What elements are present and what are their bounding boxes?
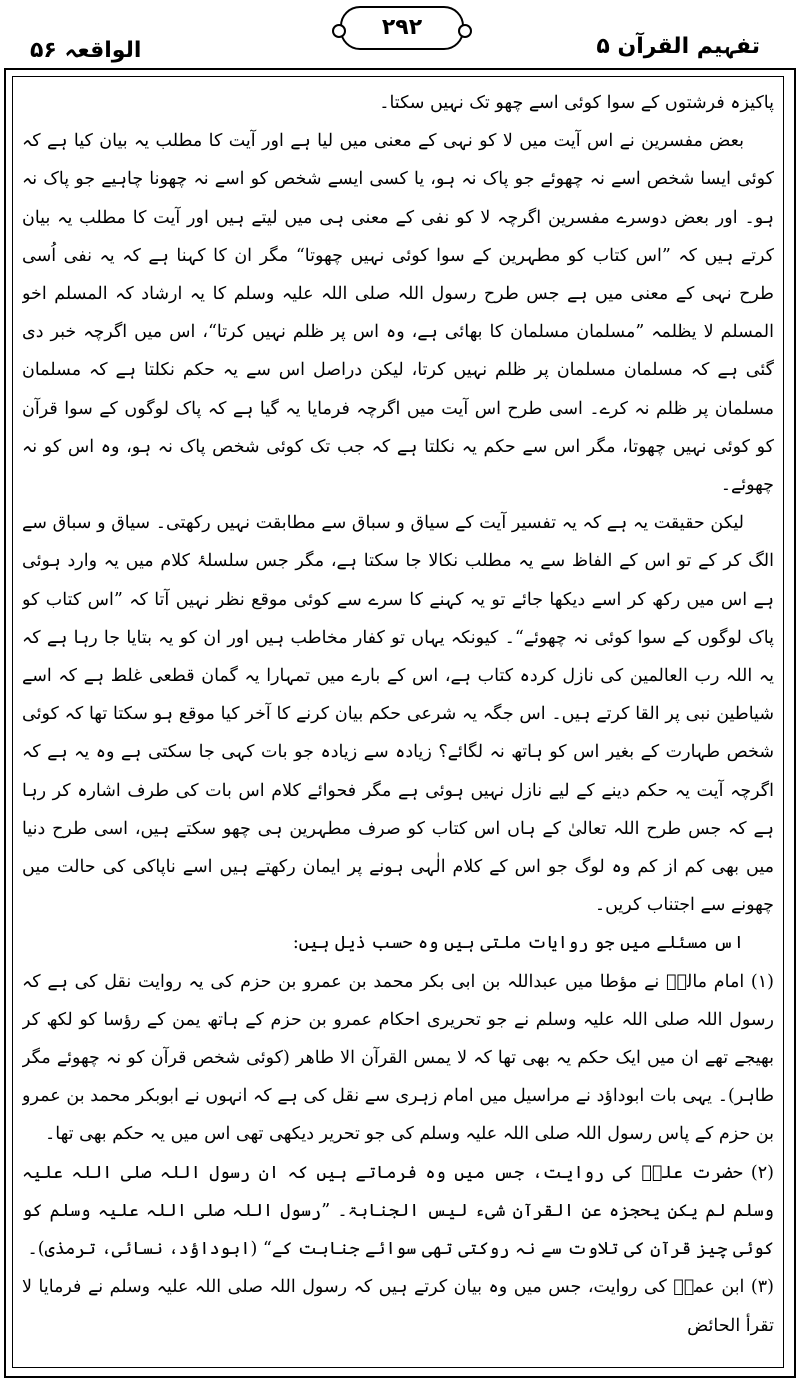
page-header — [0, 0, 800, 68]
paragraph-4: اس مسئلے میں جو روایات ملتی ہیں وہ حسب ذیل ہیں: — [292, 933, 744, 954]
page-number: ۲۹۲ — [340, 6, 464, 50]
paragraph-1: پاکیزہ فرشتوں کے سوا کوئی اسے چھو تک نہیں سکتا۔ — [379, 93, 774, 113]
book-title: تفہیم القرآن ۵ — [596, 34, 760, 59]
narration-3: (۳) ابن عمرؓ کی روایت، جس میں وہ بیان کرتے ہیں کہ رسول اللہ صلی اللہ علیہ وسلم نے فرمایا لا تقرأ الحائض — [22, 1277, 774, 1336]
narration-2: (۲) حضرت علیؓ کی روایت، جس میں وہ فرماتے ہیں کہ ان رسول اللہ صلی اللہ علیہ وسلم لم یکن یحجزہ عن القرآن شیء لیس الجنابۃ۔ ”رسول اللہ صلی اللہ علیہ وسلم کو کوئی چیز قرآن کی تلاوت سے نہ روکتی تھی سوائے جنابت کے“ (ابوداؤد، نسائی، ترمذی)۔ — [22, 1162, 774, 1260]
surah-title: الواقعہ ۵۶ — [30, 38, 142, 63]
page-body — [22, 84, 774, 1360]
paragraph-3: لیکن حقیقت یہ ہے کہ یہ تفسیر آیت کے سیاق و سباق سے مطابقت نہیں رکھتی۔ سیاق و سباق سے الگ کر کے تو اس کے الفاظ سے یہ مطلب نکالا جا سکتا ہے، مگر جس سلسلۂ کلام میں یہ وارد ہوئی ہے اس میں رکھ کر اسے دیکھا جائے تو یہ کہنے کا سرے سے کوئی موقع نظر نہیں آتا کہ ”اس کتاب کو پاک لوگوں کے سوا کوئی نہ چھوئے“۔ کیونکہ یہاں تو کفار مخاطب ہیں اور ان کو یہ بتایا جا رہا ہے کہ یہ اللہ رب العالمین کی نازل کردہ کتاب ہے، اس کے بارے میں تمہارا یہ گمان قطعی غلط ہے کہ اسے شیاطین نبی پر القا کرتے ہیں۔ اس جگہ یہ شرعی حکم بیان کرنے کا آخر کیا موقع ہو سکتا تھا کہ کوئی شخص طہارت کے بغیر اس کو ہاتھ نہ لگائے؟ زیادہ سے زیادہ جو بات کہی جا سکتی ہے وہ یہ ہے کہ اگرچہ آیت یہ حکم دینے کے لیے نازل نہیں ہوئی ہے مگر فحوائے کلام اس بات کی طرف اشارہ کر رہا ہے کہ جس طرح اللہ تعالیٰ کے ہاں اس کتاب کو صرف مطہرین ہی چھو سکتے ہیں، اسی طرح دنیا میں بھی کم از کم وہ لوگ جو اس کے کلام الٰہی ہونے پر ایمان رکھتے ہیں اسے ناپاکی کی حالت میں چھونے سے اجتناب کریں۔ — [22, 513, 774, 916]
paragraph-2: بعض مفسرین نے اس آیت میں لا کو نہی کے معنی میں لیا ہے اور آیت کا مطلب یہ بیان کیا ہے کہ کوئی ایسا شخص اسے نہ چھوئے جو پاک نہ ہو، یا کسی ایسے شخص کو اسے نہ چھونا چاہیے جو پاک نہ ہو۔ اور بعض دوسرے مفسرین اگرچہ لا کو نفی کے معنی ہی میں لیتے ہیں اور آیت کا مطلب یہ بیان کرتے ہیں کہ ”اس کتاب کو مطہرین کے سوا کوئی نہیں چھوتا“ مگر ان کا کہنا ہے کہ یہ نفی اُسی طرح نہی کے معنی میں ہے جس طرح رسول اللہ صلی اللہ علیہ وسلم کا یہ ارشاد کہ المسلم اخو المسلم لا یظلمہ ”مسلمان مسلمان کا بھائی ہے، وہ اس پر ظلم نہیں کرتا“، اس میں اگرچہ خبر دی گئی ہے کہ مسلمان مسلمان پر ظلم نہیں کرتا، لیکن دراصل اس سے یہ حکم نکلتا ہے کہ مسلمان مسلمان پر ظلم نہ کرے۔ اسی طرح اس آیت میں اگرچہ فرمایا یہ گیا ہے کہ پاک لوگوں کے سوا قرآن کو کوئی نہیں چھوتا، مگر اس سے حکم یہ نکلتا ہے کہ جب تک کوئی شخص پاک نہ ہو، وہ اس کو نہ چھوئے۔ — [22, 131, 774, 496]
narration-1: (۱) امام مالکؒ نے مؤطا میں عبداللہ بن ابی بکر محمد بن عمرو بن حزم کی یہ روایت نقل کی ہے کہ رسول اللہ صلی اللہ علیہ وسلم نے جو تحریری احکام عمرو بن حزم کے ہاتھ یمن کے رؤسا کو لکھ کر بھیجے تھے ان میں ایک حکم یہ بھی تھا کہ لا یمس القرآن الا طاھر (کوئی شخص قرآن کو نہ چھوئے مگر طاہر)۔ یہی بات ابوداؤد نے مراسیل میں امام زہری سے نقل کی ہے کہ انہوں نے ابوبکر محمد بن عمرو بن حزم کے پاس رسول اللہ صلی اللہ علیہ وسلم کی جو تحریر دیکھی تھی اس میں یہ حکم بھی تھا۔ — [22, 971, 774, 1145]
